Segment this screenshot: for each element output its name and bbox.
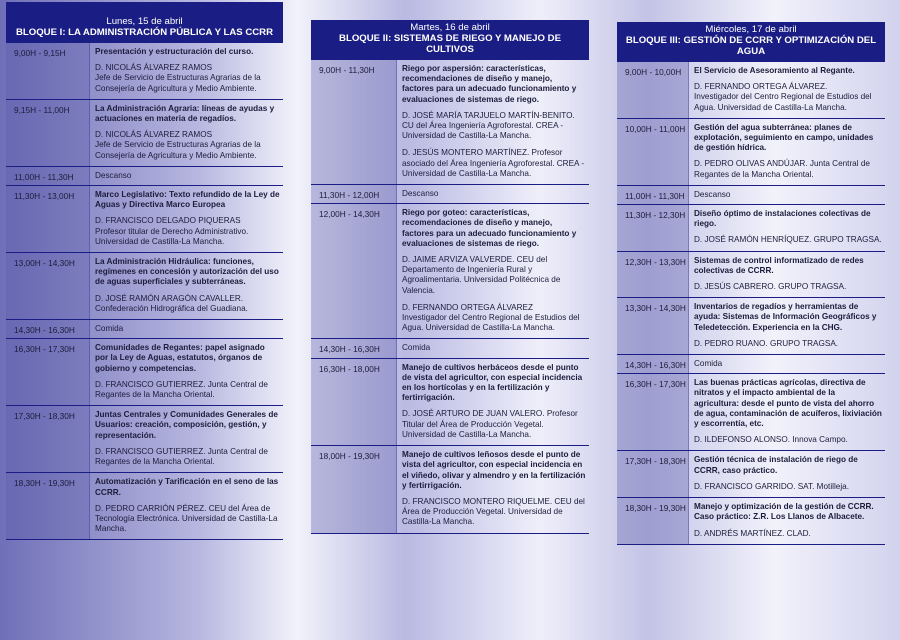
session-row (6, 253, 283, 320)
break-label: Descanso (694, 189, 731, 199)
session-time: 9,15H - 11,00H (6, 100, 90, 166)
session-content (90, 186, 283, 252)
session-title: Marco Legislativo: Texto refundido de la Ley de Aguas y Directiva Marco Europea (95, 190, 280, 210)
break-row (311, 339, 589, 358)
session-content (689, 119, 885, 185)
session-time: 11,30H - 12,30H (617, 205, 689, 251)
session-time: 11,30H - 12,00H (311, 185, 397, 203)
session-row (6, 406, 283, 473)
speaker-info: D. FRANCISCO MONTERO RIQUELME. CEU del Área de Producción Vegetal. Universidad de Castilla-La Mancha. (402, 496, 585, 527)
day-label: Lunes, 15 de abril (106, 16, 183, 27)
session-title: Manejo y optimización de la gestión de CCRR. Caso práctico: Z.R. Los Llanos de Albacete. (694, 502, 874, 522)
session-row (311, 204, 589, 339)
speaker-info: D. PEDRO CARRIÓN PÉREZ. CEU del Área de Tecnología Electrónica. Universidad de Castilla-La Mancha. (95, 503, 278, 534)
session-time: 17,30H - 18,30H (6, 406, 90, 472)
break-label: Comida (402, 343, 431, 353)
break-row (617, 355, 885, 374)
session-row (6, 339, 283, 406)
session-time: 16,30H - 18,00H (311, 359, 397, 445)
session-content (90, 473, 283, 539)
session-title: Presentación y estructuración del curso. (95, 47, 254, 56)
session-title: El Servicio de Asesoramiento al Regante. (694, 66, 855, 75)
session-title: Automatización y Tarificación en el seno de las CCRR. (95, 477, 279, 497)
session-time: 18,30H - 19,30H (617, 498, 689, 544)
session-content (90, 167, 283, 185)
day-column-wednesday (617, 22, 885, 640)
session-time: 16,30H - 17,30H (617, 374, 689, 450)
session-title: La Administración Agraria: líneas de ayudas y actuaciones en materia de regadíos. (95, 103, 275, 124)
session-row (311, 60, 589, 185)
session-row (311, 446, 589, 533)
column-header (617, 22, 885, 62)
session-content (689, 498, 885, 544)
session-row (617, 498, 885, 545)
session-title: Comunidades de Regantes: papel asignado por la Ley de Aguas, estatutos, órganos de gobierno y competencias. (95, 343, 265, 373)
speaker-info: D. JOSÉ RAMÓN HENRÍQUEZ. GRUPO TRAGSA. (694, 235, 882, 245)
session-row (6, 43, 283, 100)
session-title: Gestión técnica de instalación de riego de CCRR, caso práctico. (694, 455, 858, 475)
session-content (90, 100, 283, 166)
session-content (689, 252, 885, 298)
session-title: Riego por aspersión: características, recomendaciones de diseño y manejo, factores para un adecuado funcionamiento y evaluaciones de sistemas de riego. (402, 64, 577, 104)
session-row (617, 252, 885, 299)
session-title: Sistemas de control informatizado de redes colectivas de CCRR. (694, 255, 864, 275)
day-label: Martes, 16 de abril (410, 22, 490, 33)
session-time: 13,00H - 14,30H (6, 253, 90, 319)
session-row (617, 451, 885, 498)
day-label: Miércoles, 17 de abril (705, 24, 797, 35)
block-title: BLOQUE I: LA ADMINISTRACIÓN PÚBLICA Y LAS CCRR (15, 27, 274, 38)
session-title: Manejo de cultivos herbáceos desde el punto de vista del agricultor, con especial incidencia en los hortícolas y en la fertilización y fertirrigación. (402, 362, 583, 403)
speaker-info: D. ANDRÉS MARTÍNEZ. CLAD. (694, 528, 811, 538)
session-content (397, 60, 589, 184)
session-content (689, 355, 885, 373)
session-time: 11,30H - 13,00H (6, 186, 90, 252)
session-time: 10,00H - 11,00H (617, 119, 689, 185)
session-content (689, 62, 885, 118)
session-row (617, 62, 885, 119)
break-row (617, 186, 885, 205)
speaker-info: D. FERNANDO ORTEGA ÁLVAREZ Investigador del Centro Regional de Estudios del Agua. Universidad de Castilla-La Mancha. (402, 302, 580, 333)
speaker-info: D. JESÚS MONTERO MARTÍNEZ. Profesor asociado del Área Ingeniería Agroforestal. CREA - Universidad de Castilla-La Mancha. (402, 148, 585, 178)
session-content (397, 446, 589, 532)
session-time: 16,30H - 17,30H (6, 339, 90, 405)
session-content (90, 43, 283, 99)
speaker-info: D. ILDEFONSO ALONSO. Innova Campo. (694, 435, 848, 445)
session-time: 9,00H - 9,15H (6, 43, 90, 99)
break-label: Comida (694, 359, 723, 369)
session-title: Riego por goteo: características, recomendaciones de diseño y manejo, factores para un adecuado funcionamiento y evaluaciones de sistemas de riego. (402, 208, 577, 248)
column-header (311, 20, 589, 60)
session-time: 17,30H - 18,30H (617, 451, 689, 497)
session-time: 18,30H - 19,30H (6, 473, 90, 539)
session-row (6, 473, 283, 540)
session-time: 14,30H - 16,30H (617, 355, 689, 373)
day-column-tuesday (311, 20, 589, 640)
day-column-monday (6, 2, 283, 640)
schedule-rows (311, 60, 589, 534)
speaker-info: D. NICOLÁS ÁLVAREZ RAMOS Jefe de Servicio de Estructuras Agrarias de la Consejería de Agricultura y Medio Ambiente. (95, 63, 261, 93)
speaker-info: D. PEDRO RUANO. GRUPO TRAGSA. (694, 338, 839, 348)
session-title: Inventarios de regadíos y herramientas de ayuda: Sistemas de Información Geográficos y Teledetección. Experiencia en la CHG. (694, 302, 877, 332)
session-row (617, 298, 885, 355)
session-content (689, 205, 885, 251)
session-title: Juntas Centrales y Comunidades Generales de Usuarios: creación, composición, gestión, y representación. (95, 410, 278, 440)
session-content (90, 406, 283, 472)
session-time: 13,30H - 14,30H (617, 298, 689, 354)
session-content (90, 253, 283, 319)
break-label: Descanso (95, 170, 132, 180)
block-title: BLOQUE III: GESTIÓN DE CCRR Y OPTIMIZACIÓN DEL AGUA (625, 35, 877, 57)
schedule-rows (6, 43, 283, 540)
column-header (6, 2, 283, 43)
speaker-info: D. JOSÉ ARTURO DE JUAN VALERO. Profesor Titular del Área de Producción Vegetal. Universidad de Castilla-La Mancha. (402, 409, 578, 439)
session-time: 18,00H - 19,30H (311, 446, 397, 532)
session-title: Manejo de cultivos leñosos desde el punto de vista del agricultor, con especial incidencia en el viñedo, olivar y almendro y en la fertilización y fertirrigación. (402, 450, 586, 490)
session-content (689, 298, 885, 354)
break-label: Comida (95, 324, 124, 334)
speaker-info: D. FERNANDO ORTEGA ÁLVAREZ. Investigador del Centro Regional de Estudios del Agua. Universidad de Castilla-La Mancha. (694, 82, 872, 112)
session-time: 11,00H - 11,30H (6, 167, 90, 185)
break-label: Descanso (402, 189, 439, 199)
session-content (90, 320, 283, 338)
speaker-info: D. FRANCISCO GUTIERREZ. Junta Central de Regantes de la Mancha Oriental. (95, 379, 268, 400)
session-title: La Administración Hidráulica: funciones, regímenes en concesión y autorización del uso de aguas superficiales y subterráneas. (95, 257, 279, 287)
session-time: 14,30H - 16,30H (311, 339, 397, 357)
session-time: 9,00H - 10,00H (617, 62, 689, 118)
block-title: BLOQUE II: SISTEMAS DE RIEGO Y MANEJO DE CULTIVOS (339, 33, 561, 55)
session-content (689, 186, 885, 204)
speaker-info: D. JOSÉ RAMÓN ARAGÓN CAVALLER. Confederación Hidrográfica del Guadiana. (95, 293, 248, 313)
session-title: Las buenas prácticas agrícolas, directiva de nitratos y el impacto ambiental de la agricultura: desde el punto de vista del ahorro de agua, contaminación de acuíferos, lixiviación y escorrentía, etc. (694, 378, 882, 429)
session-time: 12,30H - 13,30H (617, 252, 689, 298)
session-row (6, 186, 283, 253)
session-title: Gestión del agua subterránea: planes de explotación, seguimiento en campo, unidades de gestión hídrica. (694, 122, 874, 153)
session-content (397, 185, 589, 203)
speaker-info: D. JOSÉ MARÍA TARJUELO MARTÍN-BENITO. CU del Área Ingeniería Agroforestal. CREA - Universidad de Castilla-La Mancha. (402, 110, 575, 141)
break-row (6, 167, 283, 186)
session-row (617, 205, 885, 252)
speaker-info: D. PEDRO OLIVAS ANDÚJAR. Junta Central de Regantes de la Mancha Oriental. (694, 159, 870, 179)
session-title: Diseño óptimo de instalaciones colectivas de riego. (694, 209, 871, 229)
speaker-info: D. JESÚS CABRERO. GRUPO TRAGSA. (694, 282, 847, 292)
session-content (689, 374, 885, 450)
session-time: 11,00H - 11,30H (617, 186, 689, 204)
break-row (6, 320, 283, 339)
schedule-rows (617, 62, 885, 545)
speaker-info: D. FRANCISCO DELGADO PIQUERAS Profesor titular de Derecho Administrativo. Universidad de Castilla-La Mancha. (95, 216, 249, 246)
session-time: 9,00H - 11,30H (311, 60, 397, 184)
speaker-info: D. JAIME ARVIZA VALVERDE. CEU del Departamento de Ingeniería Rural y Agroalimentaria. Universidad Politécnica de Valencia. (402, 255, 561, 295)
break-row (311, 185, 589, 204)
speaker-info: D. NICOLÁS ÁLVAREZ RAMOS Jefe de Servicio de Estructuras Agrarias de la Consejería de Agricultura y Medio Ambiente. (95, 130, 261, 160)
speaker-info: D. FRANCISCO GUTIERREZ. Junta Central de Regantes de la Mancha Oriental. (95, 446, 268, 467)
session-row (617, 374, 885, 451)
speaker-info: D. FRANCISCO GARRIDO. SAT. Motilleja. (694, 481, 849, 491)
session-content (397, 359, 589, 445)
session-row (6, 100, 283, 167)
session-content (689, 451, 885, 497)
session-row (311, 359, 589, 446)
session-content (397, 339, 589, 357)
session-time: 12,00H - 14,30H (311, 204, 397, 338)
session-row (617, 119, 885, 186)
session-content (397, 204, 589, 338)
session-time: 14,30H - 16,30H (6, 320, 90, 338)
session-content (90, 339, 283, 405)
